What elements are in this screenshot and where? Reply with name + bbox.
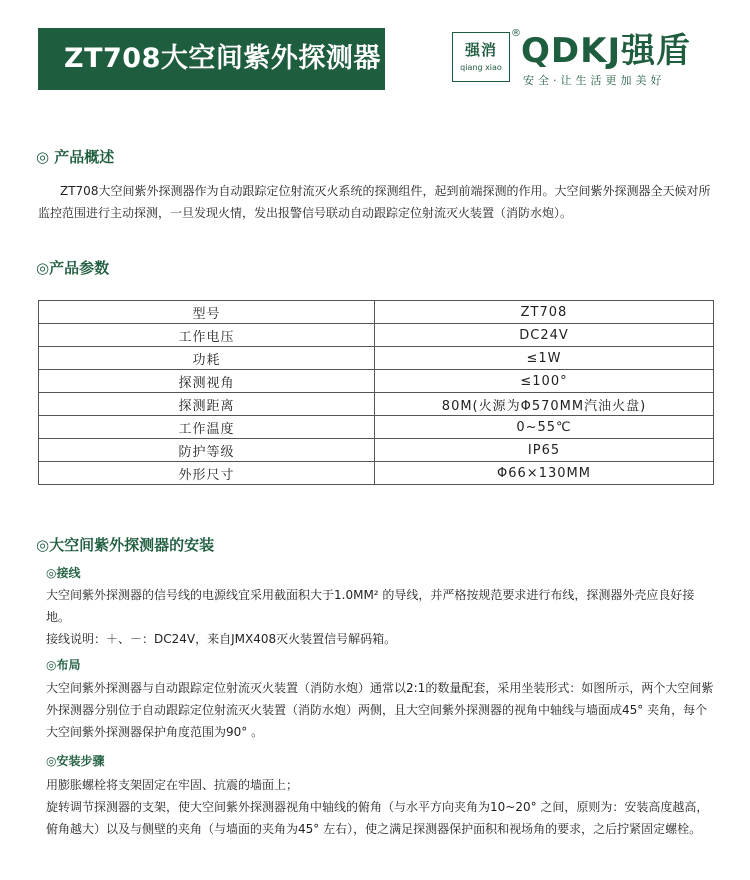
subsection-title-layout: ◎布局 (46, 658, 81, 672)
params-table (38, 300, 714, 485)
section-title-params: ◎产品参数 (36, 259, 110, 277)
param-value: Φ66×130MM (375, 462, 714, 485)
wiring-note: 接线说明：＋、－：DC24V，来自JMX408灭火装置信号解码箱。 (46, 632, 397, 646)
param-value: 80M(火源为Φ570MM汽油火盘) (375, 393, 714, 416)
registered-mark: ® (511, 28, 521, 39)
param-key: 功耗 (39, 347, 375, 370)
table-row (39, 301, 714, 324)
steps-text-2: 旋转调节探测器的支架，使大空间紫外探测器视角中轴线的俯角（与水平方向夹角为10~20° 之间，原则为：安装高度越高，俯角越大）以及与侧壁的夹角（与墙面的夹角为45° 左右），使之满足探测器保护面积和视场角的要求，之后拧紧固定螺栓。 (46, 800, 709, 836)
param-key: 工作温度 (39, 416, 375, 439)
table-row (39, 416, 714, 439)
header (0, 0, 750, 120)
wiring-text: 大空间紫外探测器的信号线的电源线宜采用截面积大于1.0MM² 的导线，并严格按规范要求进行布线，探测器外壳应良好接地。 (46, 588, 695, 624)
overview-text: ZT708大空间紫外探测器作为自动跟踪定位射流灭火系统的探测组件，起到前端探测的作用。大空间紫外探测器全天候对所监控范围进行主动探测，一旦发现火情，发出报警信号联动自动跟踪定位射流灭火装置（消防水炮）。 (38, 184, 711, 220)
param-key: 探测距离 (39, 393, 375, 416)
layout-text: 大空间紫外探测器与自动跟踪定位射流灭火装置（消防水炮）通常以2:1的数量配套，采用坐装形式：如图所示，两个大空间紫外探测器分别位于自动跟踪定位射流灭火装置（消防水炮）两侧，且大空间紫外探测器的视角中轴线与墙面成45° 夹角，每个大空间紫外探测器保护角度范围为90° 。 (46, 681, 714, 739)
table-row (39, 370, 714, 393)
param-value: ≤100° (375, 370, 714, 393)
param-key: 外形尺寸 (39, 462, 375, 485)
table-row (39, 439, 714, 462)
section-title-overview: ◎ 产品概述 (36, 148, 115, 166)
param-key: 型号 (39, 301, 375, 324)
param-value: ZT708 (375, 301, 714, 324)
table-row (39, 462, 714, 485)
param-key: 工作电压 (39, 324, 375, 347)
subsection-title-steps: ◎安装步骤 (46, 754, 105, 768)
table-row (39, 324, 714, 347)
table-row (39, 347, 714, 370)
section-title-install: ◎大空间紫外探测器的安装 (36, 536, 215, 554)
brand-logo: QDKJ强盾 (521, 31, 692, 71)
param-key: 防护等级 (39, 439, 375, 462)
table-row (39, 393, 714, 416)
brand-seal-logo (452, 32, 510, 82)
seal-en-text: qiang xiao (460, 63, 502, 72)
param-value: IP65 (375, 439, 714, 462)
seal-cn-text: 强消 (464, 41, 497, 59)
brand-slogan: 安全·让生活更加美好 (523, 74, 666, 87)
param-value: 0~55℃ (375, 416, 714, 439)
steps-text-1: 用膨胀螺栓将支架固定在牢固、抗震的墙面上； (46, 778, 299, 792)
page-title: ZT708大空间紫外探测器 (38, 28, 385, 90)
param-key: 探测视角 (39, 370, 375, 393)
param-value: ≤1W (375, 347, 714, 370)
param-value: DC24V (375, 324, 714, 347)
subsection-title-wiring: ◎接线 (46, 566, 81, 580)
